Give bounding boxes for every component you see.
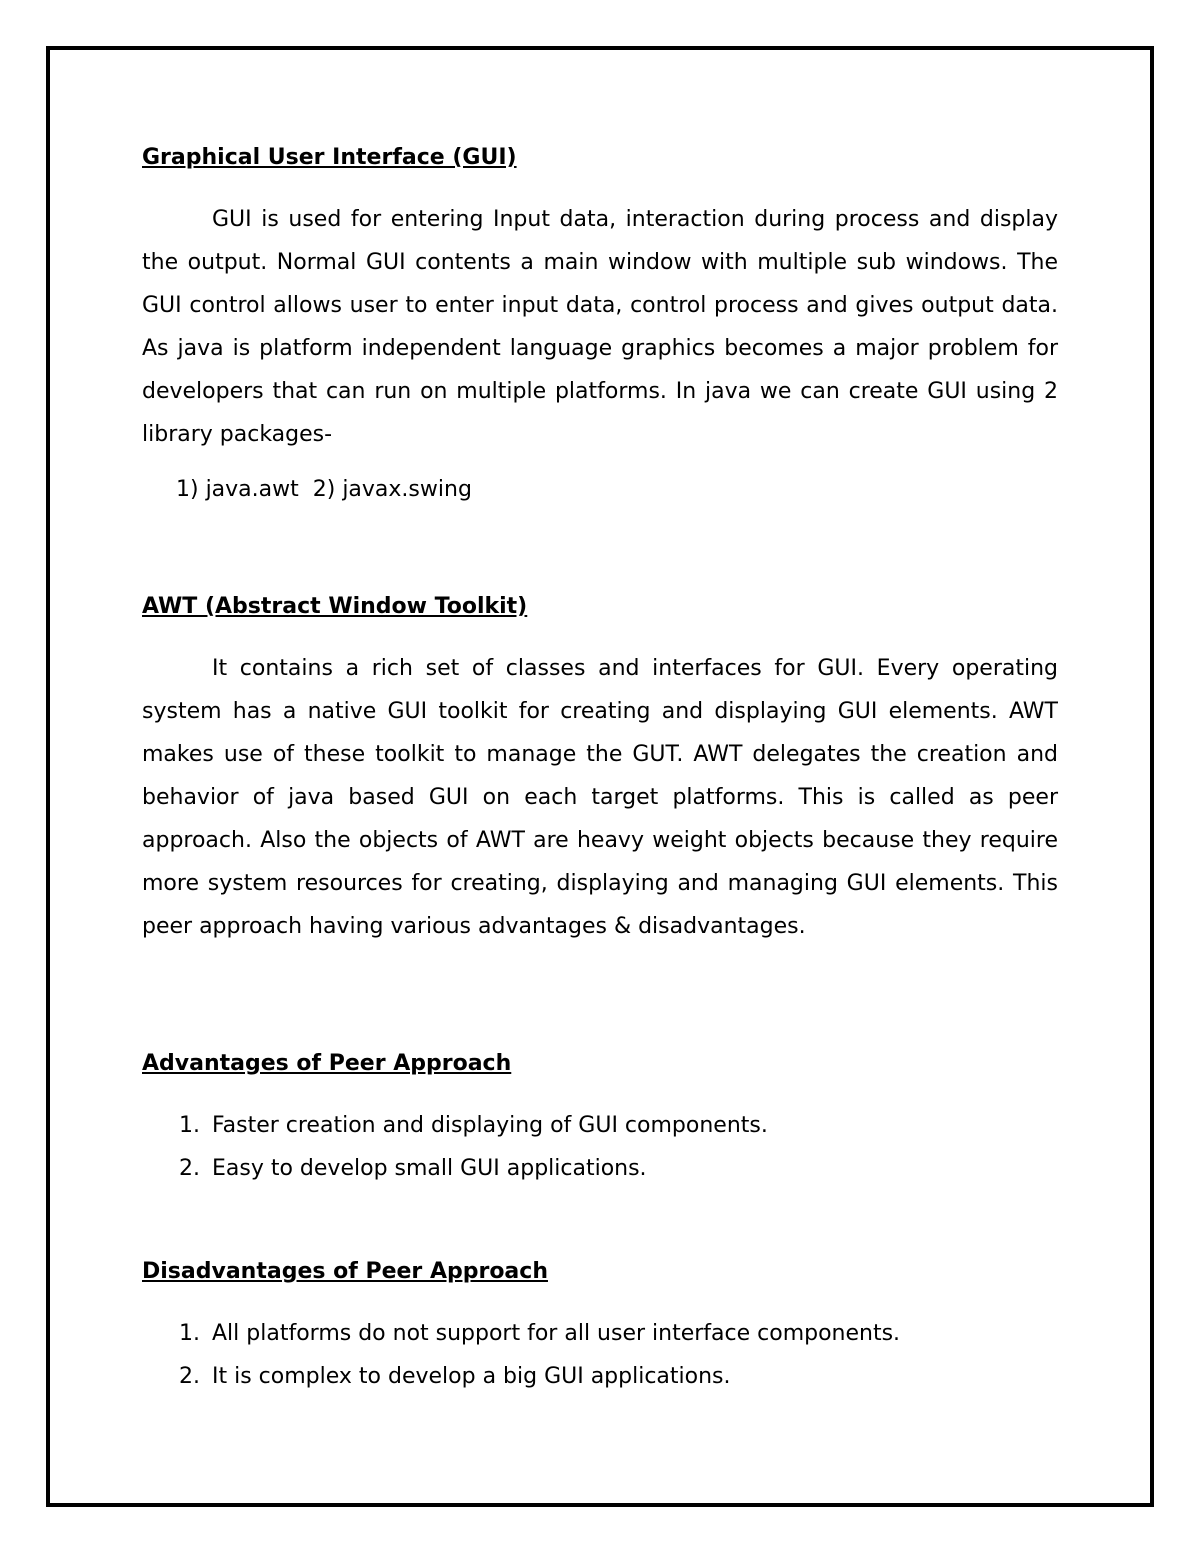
gui-heading: Graphical User Interface (GUI)	[142, 145, 517, 170]
list-text: All platforms do not support for all user interface components.	[212, 1321, 901, 1346]
list-number: 1.	[179, 1321, 200, 1346]
list-number: 2.	[179, 1156, 200, 1181]
gui-paragraph: GUI is used for entering Input data, interaction during process and display the output. Normal GUI contents a main window with multiple sub windows. The GUI control allows user to enter input data, control process and gives output data. As java is platform independent language graphics becomes a major problem for developers that can run on multiple platforms. In java we can create GUI using 2 library packages-	[142, 207, 1058, 447]
list-item	[142, 1355, 1058, 1398]
awt-paragraph: It contains a rich set of classes and interfaces for GUI. Every operating system has a native GUI toolkit for creating and displaying GUI elements. AWT makes use of these toolkit to manage the GUT. AWT delegates the creation and behavior of java based GUI on each target platforms. This is called as peer approach. Also the objects of AWT are heavy weight objects because they require more system resources for creating, displaying and managing GUI elements. This peer approach having various advantages & disadvantages.	[142, 656, 1058, 939]
list-item	[142, 1147, 1058, 1190]
list-text: Easy to develop small GUI applications.	[212, 1156, 647, 1181]
list-item	[142, 1104, 1058, 1147]
list-number: 2.	[179, 1364, 200, 1389]
list-number: 1.	[179, 1113, 200, 1138]
document-body	[142, 138, 1058, 1398]
list-item	[142, 1312, 1058, 1355]
list-text: It is complex to develop a big GUI applications.	[212, 1364, 731, 1389]
disadvantages-heading: Disadvantages of Peer Approach	[142, 1259, 548, 1284]
advantages-heading: Advantages of Peer Approach	[142, 1051, 512, 1076]
list-text: Faster creation and displaying of GUI components.	[212, 1113, 768, 1138]
awt-heading: AWT (Abstract Window Toolkit)	[142, 594, 528, 619]
packages-line: 1) java.awt 2) javax.swing	[176, 477, 472, 502]
disadvantages-list	[142, 1312, 1058, 1398]
advantages-list	[142, 1104, 1058, 1190]
